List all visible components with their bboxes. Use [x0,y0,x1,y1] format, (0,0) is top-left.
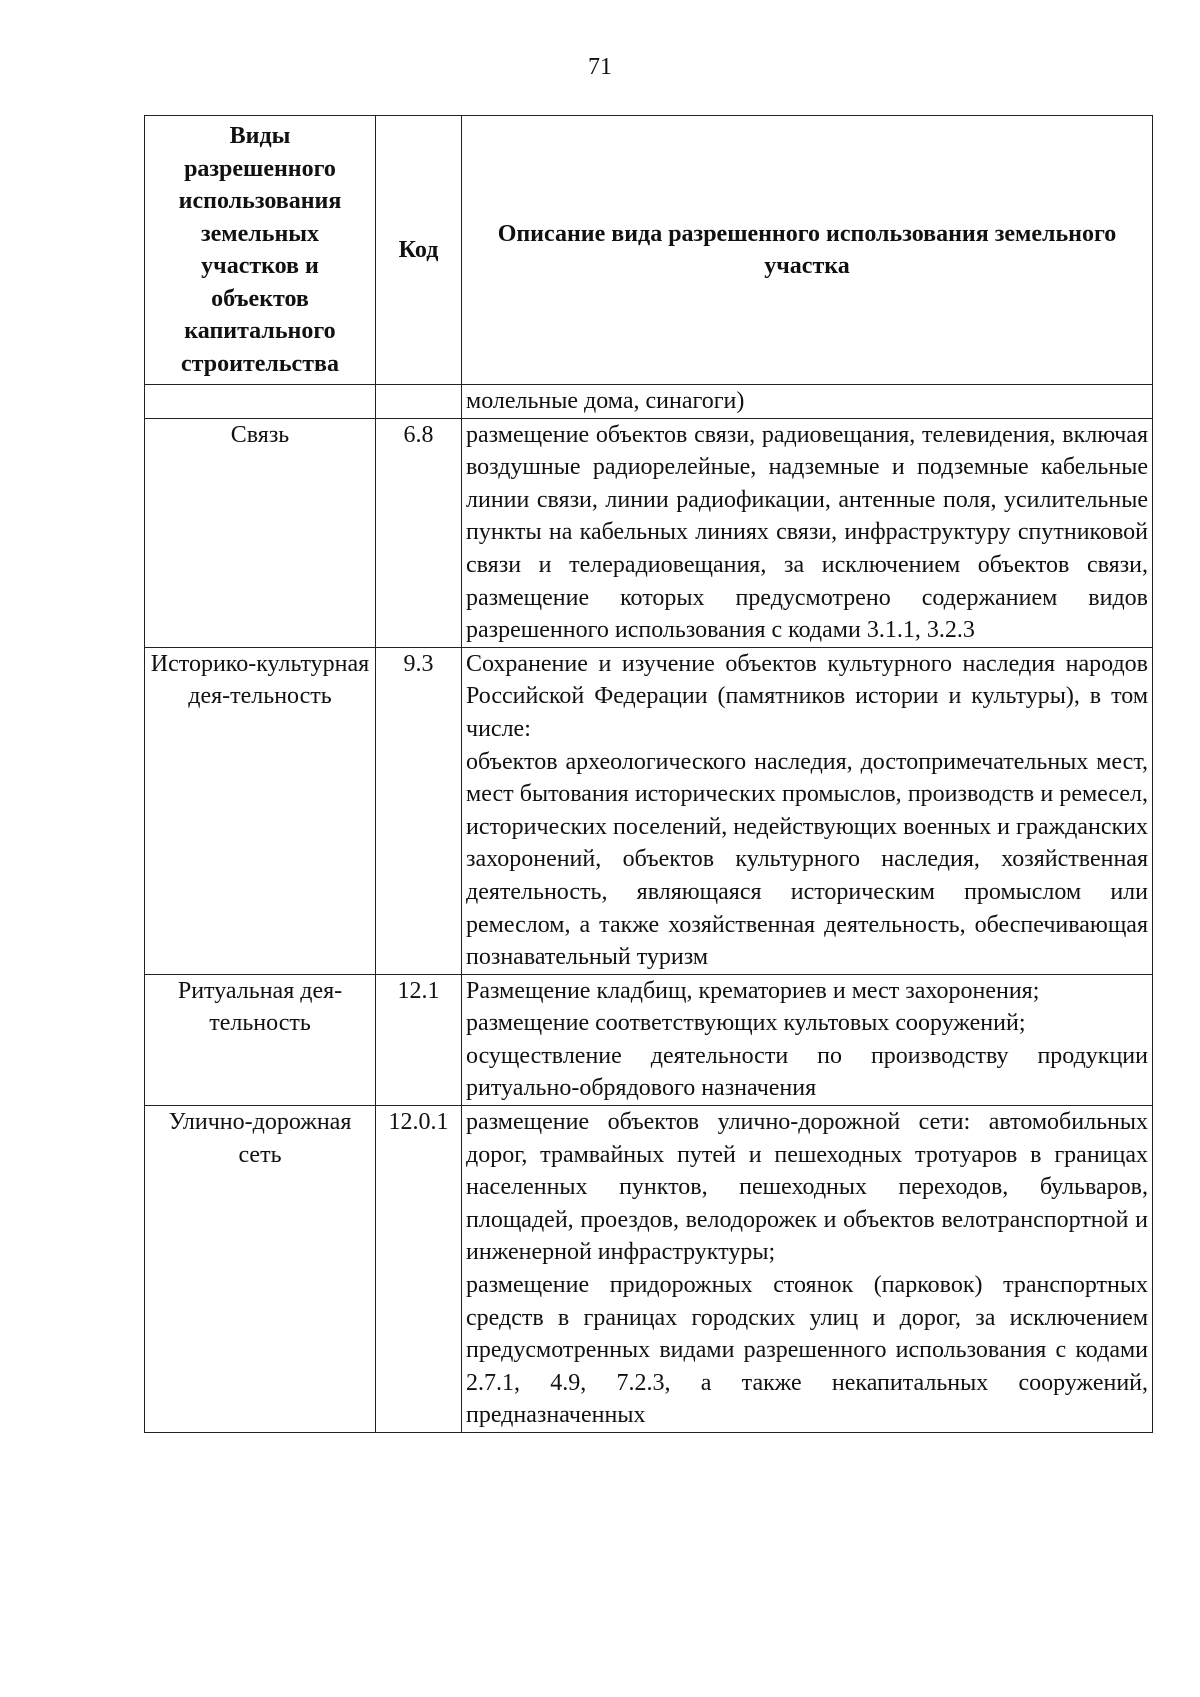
row-code: 12.0.1 [376,1106,462,1433]
description-paragraph: размещение соответствующих культовых сооружений; [466,1010,1026,1037]
land-use-table [144,115,1153,1433]
table-row [145,418,1153,647]
header-code: Код [376,116,462,385]
row-code: 6.8 [376,418,462,647]
row-description [462,974,1153,1105]
description-paragraph: осуществление деятельности по производству продукции ритуально-обрядового назначения [466,1042,1148,1102]
row-type [145,385,376,419]
row-type: Историко-культурная дея-тельность [145,647,376,974]
page-number: 71 [588,54,612,80]
description-paragraph: размещение объектов улично-дорожной сети: автомобильных дорог, трамвайных путей и пешеходных тротуаров в границах населенных пунктов, пешеходных переходов, бульваров, площадей, проездов, велодорожек и объектов велотранспортной и инженерной инфраструктуры; [466,1109,1148,1266]
description-paragraph: объектов археологического наследия, достопримечательных мест, мест бытования исторических промыслов, производств и ремесел, исторических поселений, недействующих военных и гражданских захоронений, объектов культурного наследия, хозяйственная деятельность, являющаяся историческим промыслом или ремеслом, а также хозяйственная деятельность, обеспечивающая познавательный туризм [466,748,1148,971]
description-paragraph: размещение придорожных стоянок (парковок) транспортных средств в границах городских улиц и дорог, за исключением предусмотренных видами разрешенного использования с кодами 2.7.1, 4.9, 7.2.3, а также некапитальных сооружений, предназначенных [466,1272,1148,1429]
description-paragraph: размещение объектов связи, радиовещания, телевидения, включая воздушные радиорелейные, надземные и подземные кабельные линии связи, линии радиофикации, антенные поля, усилительные пункты на кабельных линиях связи, инфраструктуру спутниковой связи и телерадиовещания, за исключением объектов связи, размещение которых предусмотрено содержанием видов разрешенного использования с кодами 3.1.1, 3.2.3 [466,421,1148,644]
row-code: 12.1 [376,974,462,1105]
row-type: Улично-дорожная сеть [145,1106,376,1433]
table-row [145,1106,1153,1433]
description-paragraph: Сохранение и изучение объектов культурного наследия народов Российской Федерации (памятников истории и культуры), в том числе: [466,650,1148,742]
header-description: Описание вида разрешенного использования земельного участка [462,116,1153,385]
description-paragraph: Размещение кладбищ, крематориев и мест захоронения; [466,977,1040,1004]
description-paragraph: молельные дома, синагоги) [466,388,745,414]
table-row [145,385,1153,419]
row-type: Ритуальная дея-тельность [145,974,376,1105]
row-description [462,418,1153,647]
table-header-row [145,116,1153,385]
header-types: Виды разрешенного использования земельных участков и объектов капитального строительства [145,116,376,385]
table-row [145,647,1153,974]
row-description [462,647,1153,974]
row-code: 9.3 [376,647,462,974]
row-description [462,385,1153,419]
row-code [376,385,462,419]
table-row [145,974,1153,1105]
row-description [462,1106,1153,1433]
row-type: Связь [145,418,376,647]
